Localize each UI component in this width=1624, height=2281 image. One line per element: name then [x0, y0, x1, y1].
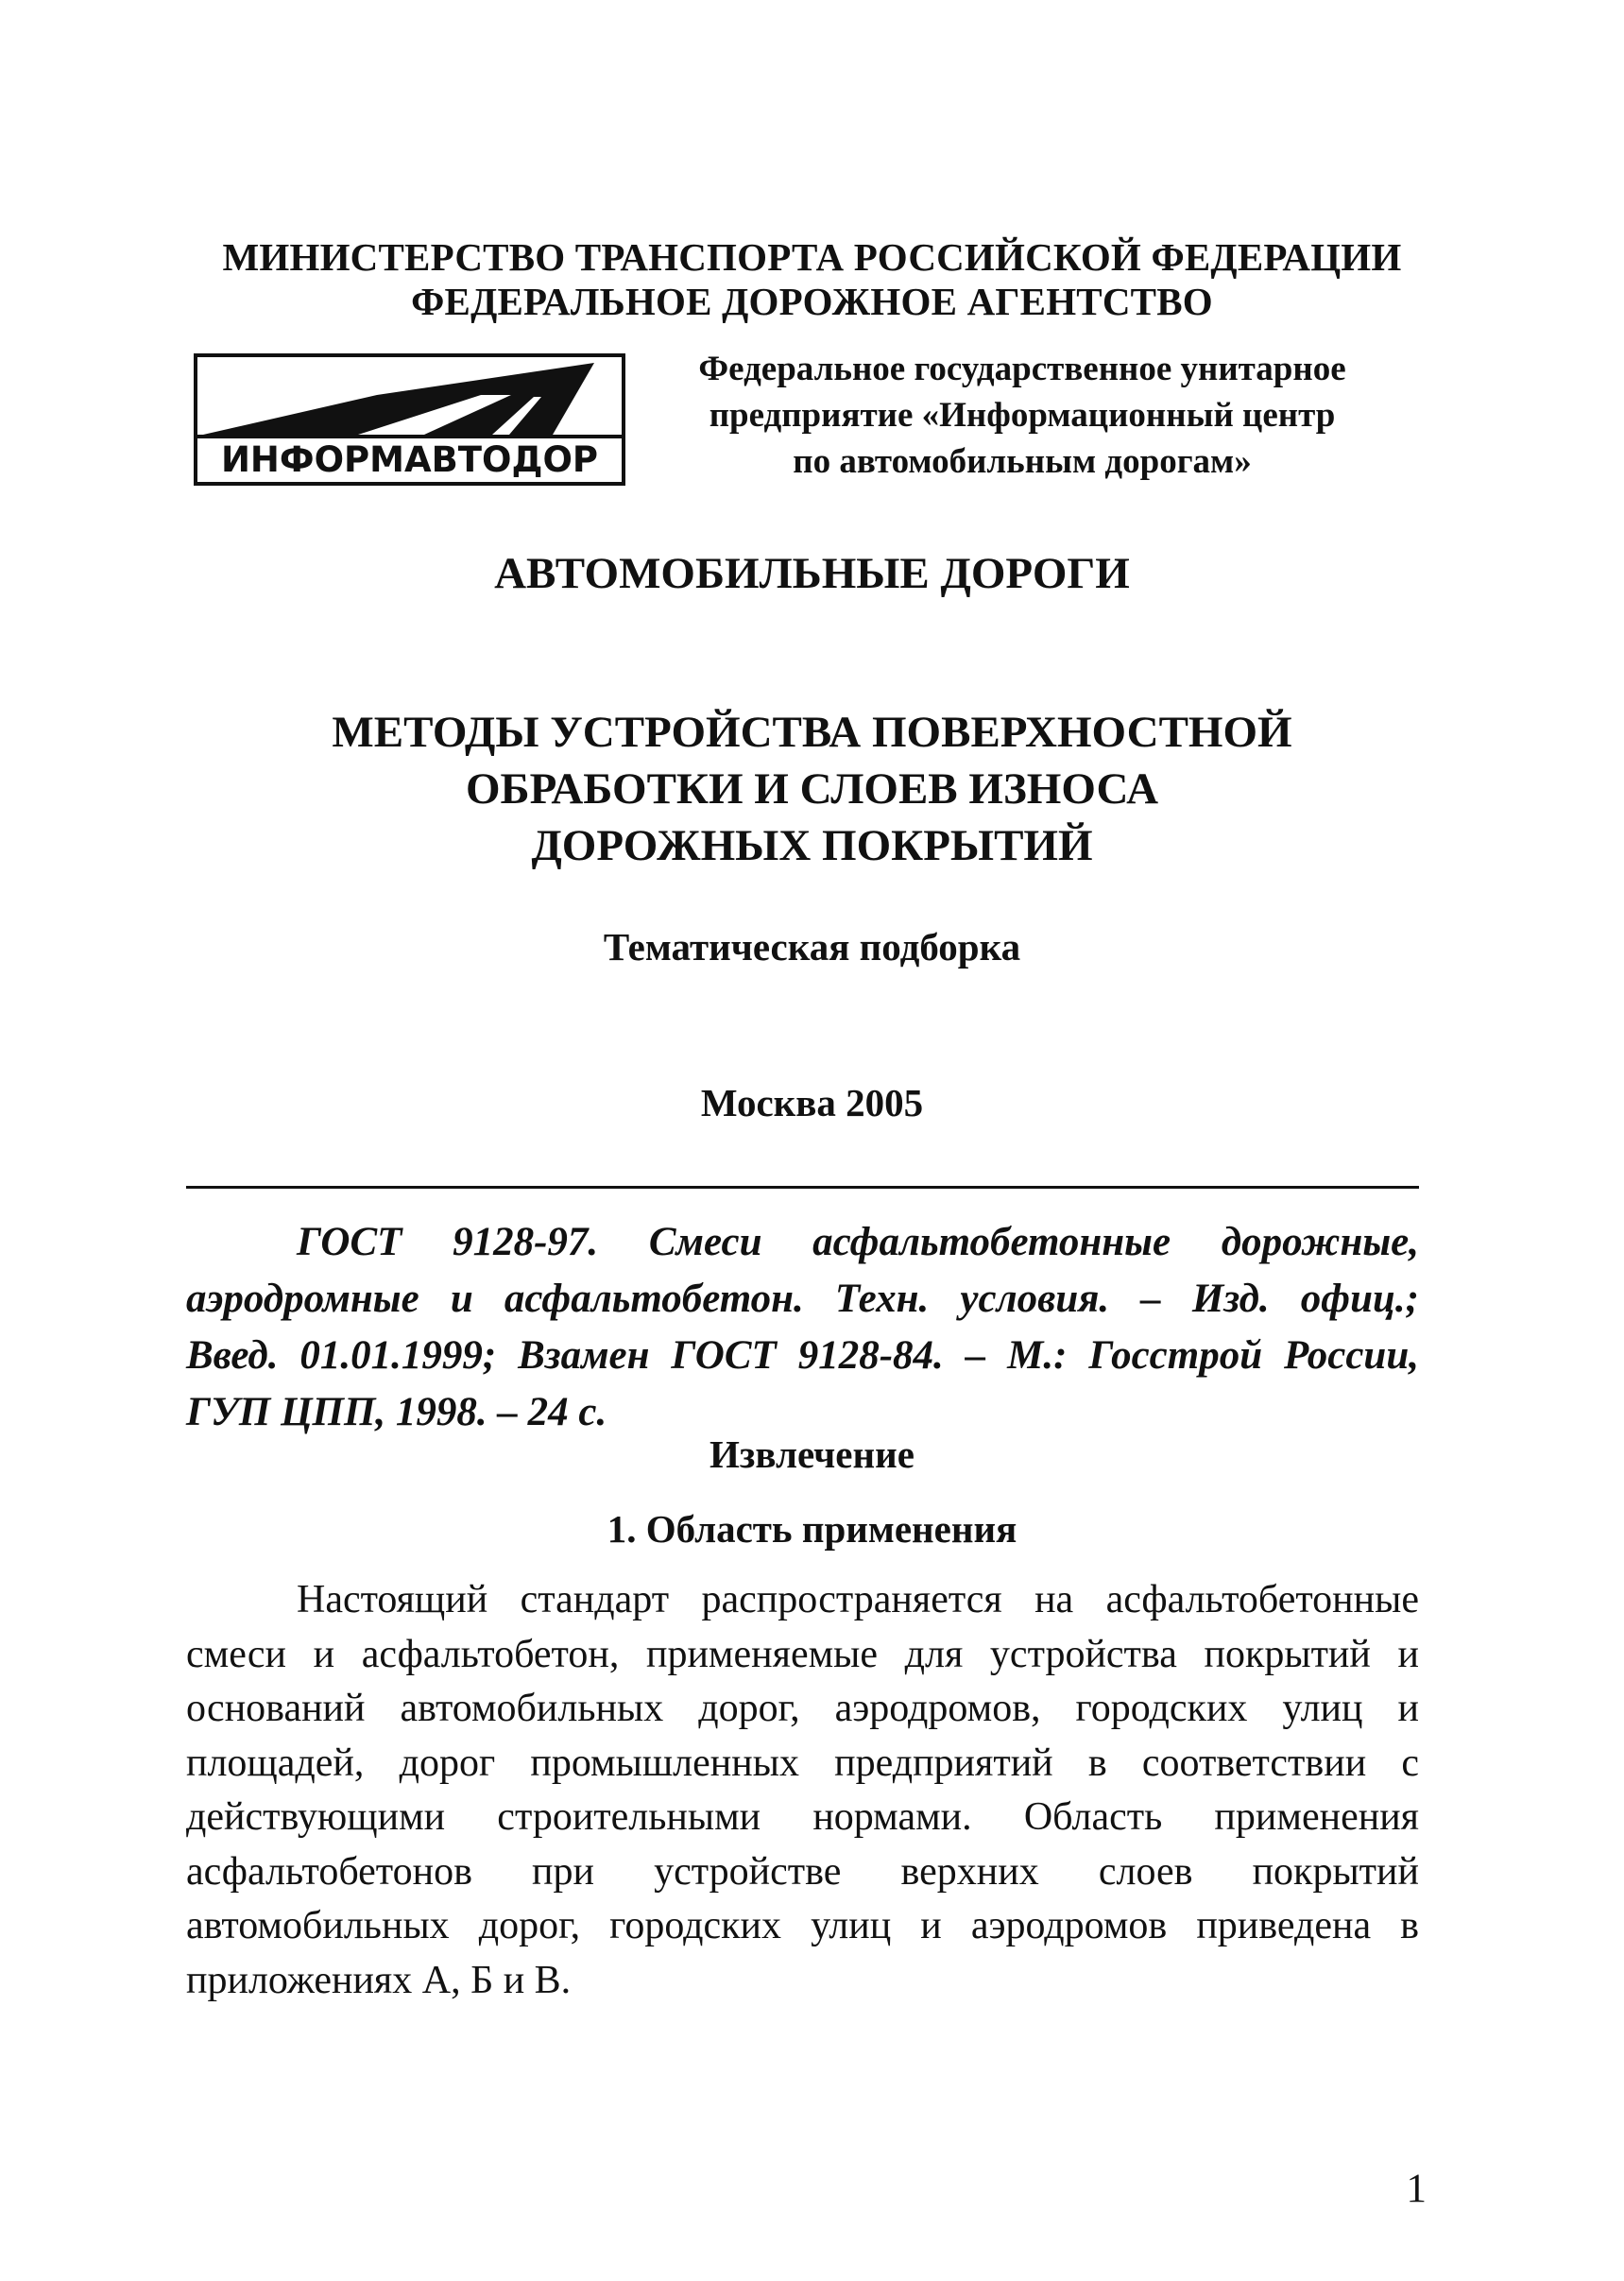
- scope-paragraph: [186, 1573, 1419, 2008]
- organization-name: [635, 346, 1410, 485]
- informavtodor-logo: [194, 353, 625, 486]
- paragraph-line: приложениях А, Б и В.: [186, 1958, 572, 2002]
- organization-line: предприятие «Информационный центр: [709, 396, 1336, 435]
- city-year: Москва 2005: [700, 1081, 924, 1124]
- citation-line: аэродромные и асфальтобетон. Техн. условия. – Изд. офиц.;: [186, 1277, 1419, 1321]
- organization-line: по автомобильным дорогам»: [793, 442, 1252, 481]
- document-title-line: ДОРОЖНЫХ ПОКРЫТИЙ: [531, 821, 1093, 870]
- paragraph-line: смеси и асфальтобетон, применяемые для устройства покрытий и: [186, 1632, 1419, 1676]
- citation-line: ГУП ЦПП, 1998. – 24 с.: [186, 1390, 607, 1434]
- paragraph-line: оснований автомобильных дорог, аэродромов, городских улиц и: [186, 1687, 1419, 1730]
- logo-wordmark: ИНФОРМАВТОДОР: [220, 439, 599, 480]
- page-number: 1: [1406, 2167, 1427, 2211]
- paragraph-line: асфальтобетонов при устройстве верхних слоев покрытий: [186, 1849, 1419, 1894]
- paragraph-line: площадей, дорог промышленных предприятий в соответствии с: [186, 1741, 1419, 1785]
- section-title: АВТОМОБИЛЬНЫЕ ДОРОГИ: [494, 549, 1130, 598]
- document-title-line: МЕТОДЫ УСТРОЙСТВА ПОВЕРХНОСТНОЙ: [332, 708, 1292, 757]
- organization-line: Федеральное государственное унитарное: [698, 350, 1346, 388]
- agency-heading: ФЕДЕРАЛЬНОЕ ДОРОЖНОЕ АГЕНТСТВО: [411, 280, 1213, 323]
- paragraph-line: Настоящий стандарт распространяется на асфальтобетонные: [297, 1578, 1419, 1621]
- bibliographic-citation: [186, 1214, 1419, 1441]
- document-title-line: ОБРАБОТКИ И СЛОЕВ ИЗНОСА: [465, 764, 1159, 814]
- horizontal-divider: [186, 1186, 1419, 1189]
- scope-heading: 1. Область применения: [607, 1507, 1017, 1551]
- citation-line: Введ. 01.01.1999; Взамен ГОСТ 9128-84. – М.: Госстрой России,: [186, 1333, 1419, 1378]
- paragraph-line: действующими строительными нормами. Область применения: [186, 1795, 1419, 1839]
- ministry-heading: МИНИСТЕРСТВО ТРАНСПОРТА РОССИЙСКОЙ ФЕДЕРАЦИИ: [222, 235, 1402, 279]
- citation-line: ГОСТ 9128-97. Смеси асфальтобетонные дорожные,: [297, 1220, 1419, 1264]
- paragraph-line: автомобильных дорог, городских улиц и аэродромов приведена в: [186, 1904, 1419, 1947]
- extract-heading: Извлечение: [709, 1432, 915, 1476]
- subtitle: Тематическая подборка: [603, 925, 1021, 969]
